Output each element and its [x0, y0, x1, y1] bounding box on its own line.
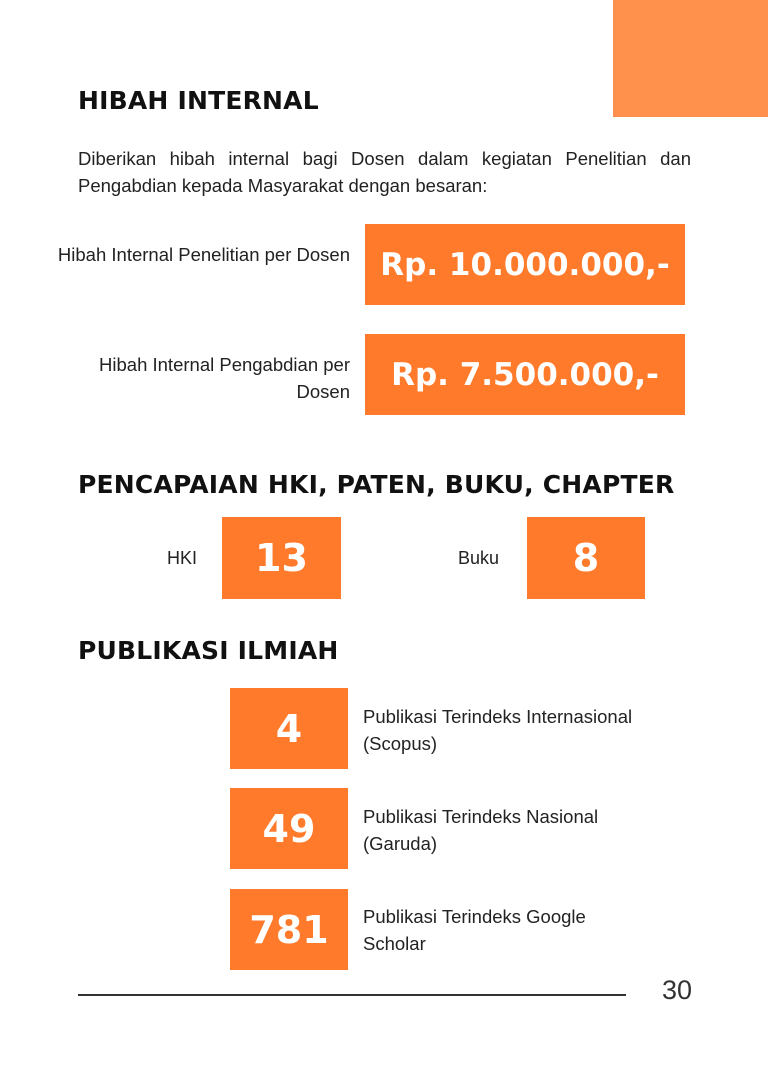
pub-value-scopus: 4: [275, 706, 303, 751]
corner-accent-block: [613, 0, 768, 117]
grant-amount-penelitian-text: Rp. 10.000.000,-: [380, 246, 670, 283]
grant-amount-pengabdian: [365, 334, 685, 415]
section-title-publikasi: PUBLIKASI ILMIAH: [78, 636, 339, 665]
pub-value-google-scholar: 781: [249, 907, 329, 952]
pub-value-garuda: 49: [262, 806, 316, 851]
count-label-buku: Buku: [458, 548, 500, 568]
pub-label-google-scholar: Publikasi Terindeks Google Scholar: [363, 906, 586, 954]
pub-label-scopus: Publikasi Terindeks Internasional (Scopus): [363, 706, 633, 754]
hibah-intro-text: Diberikan hibah internal bagi Dosen dalam kegiatan Penelitian dan Pengabdian kepada Masyarakat dengan besaran:: [78, 148, 691, 196]
pub-box-scopus: [230, 688, 348, 769]
section-title-hibah: HIBAH INTERNAL: [78, 86, 319, 115]
section-title-pencapaian: PENCAPAIAN HKI, PATEN, BUKU, CHAPTER: [78, 470, 675, 499]
grant-amount-penelitian: [365, 224, 685, 305]
page-number: 30: [661, 975, 692, 1005]
count-box-buku: [527, 517, 645, 599]
grant-amount-pengabdian-text: Rp. 7.500.000,-: [391, 356, 659, 393]
pub-label-garuda: Publikasi Terindeks Nasional (Garuda): [363, 806, 599, 854]
footer-divider: [78, 994, 626, 996]
count-value-hki: 13: [255, 536, 308, 580]
pub-box-garuda: [230, 788, 348, 869]
pub-box-google-scholar: [230, 889, 348, 970]
count-box-hki: [222, 517, 341, 599]
grant-label-pengabdian: Hibah Internal Pengabdian per Dosen: [99, 354, 350, 402]
grant-label-penelitian: Hibah Internal Penelitian per Dosen: [57, 244, 350, 265]
count-label-hki: HKI: [167, 548, 198, 568]
count-value-buku: 8: [572, 536, 600, 580]
